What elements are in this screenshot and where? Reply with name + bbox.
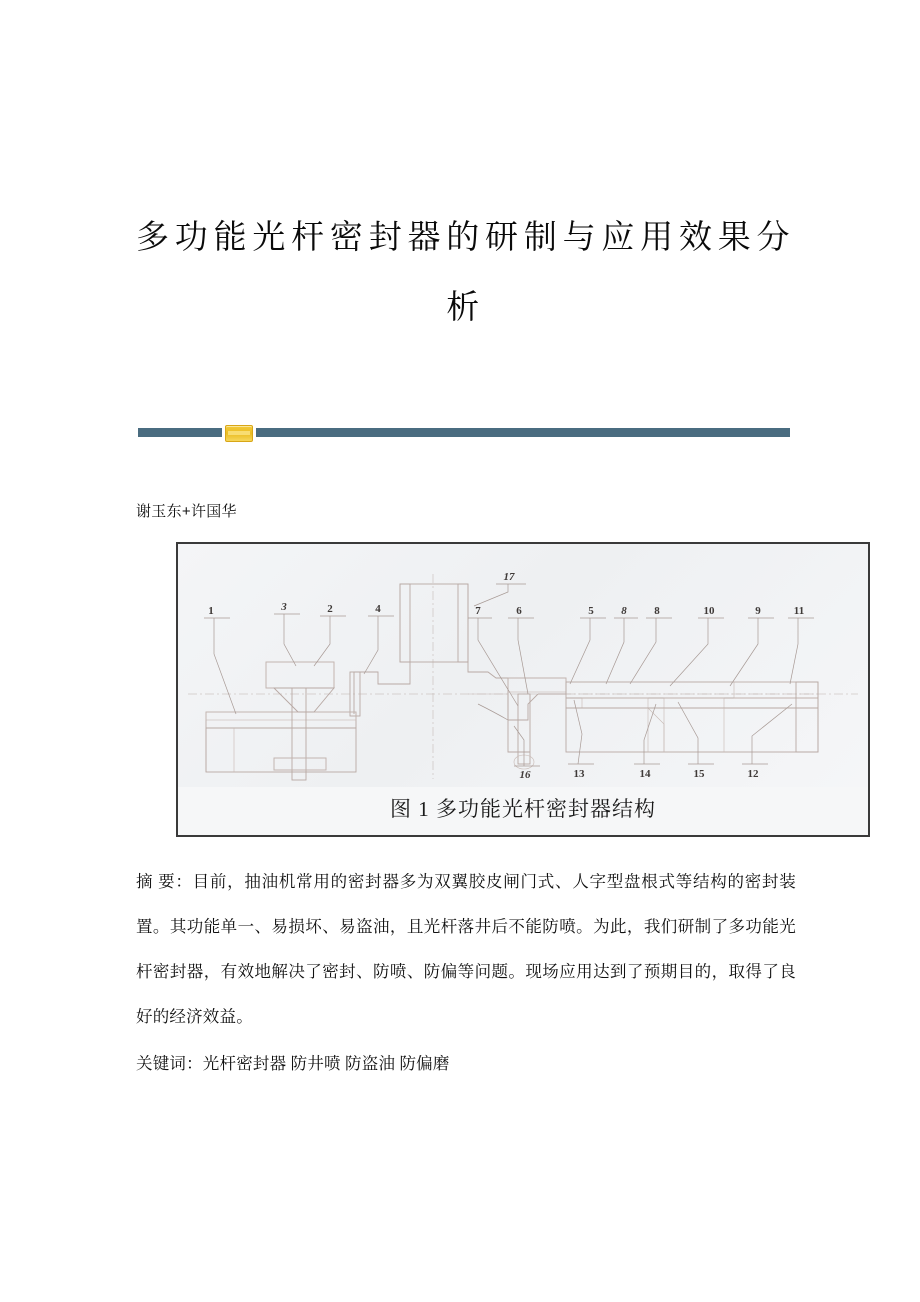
callout-label-17: 17 [503, 571, 515, 583]
section-divider [136, 422, 790, 438]
divider-gem-icon [225, 425, 253, 442]
keywords-line: 关键词：光杆密封器 防井喷 防盗油 防偏磨 [136, 1054, 450, 1073]
figure-1 [176, 542, 870, 837]
callout-label-15: 15 [693, 768, 705, 780]
leader-lines-bottom [514, 700, 792, 766]
callout-label-8b: 8 [654, 605, 660, 617]
callout-label-11: 11 [793, 605, 805, 617]
callout-ticks [204, 584, 814, 618]
divider-segment-right [256, 428, 790, 437]
callout-label-2: 2 [327, 603, 333, 615]
packing-stack [566, 682, 818, 752]
callout-label-6: 6 [516, 605, 522, 617]
page-title-main: 多功能光杆密封器的研制与应用效果分 [136, 220, 790, 256]
abstract-paragraph: 摘 要：目前，抽油机常用的密封器多为双翼胶皮闸门式、人字型盘根式等结构的密封装置。其功能单一、易损坏、易盗油，且光杆落井后不能防喷。为此，我们研制了多功能光杆密封器，有效地解决了密封、防喷、防偏等问题。现场应用达到了预期目的，取得了良好的经济效益。 [136, 872, 796, 1026]
callout-label-10: 10 [703, 605, 715, 617]
leader-lines-top [214, 584, 798, 714]
callout-label-7: 7 [475, 605, 481, 617]
callout-label-12: 12 [747, 768, 759, 780]
callout-label-8a: 8 [621, 605, 627, 617]
callout-label-3: 3 [281, 601, 287, 613]
callout-label-14: 14 [639, 768, 651, 780]
riser-body [350, 584, 508, 719]
page-title [136, 0, 790, 343]
callout-label-4: 4 [375, 603, 381, 615]
figure-caption: 图 1 多功能光杆密封器结构 [178, 787, 868, 835]
page-title-tail: 析 [446, 290, 480, 326]
left-clamp-assembly [206, 662, 356, 780]
cone-section [468, 678, 566, 769]
callout-ticks-bottom [514, 764, 768, 766]
divider-segment-left [138, 428, 222, 437]
callout-label-9: 9 [755, 605, 761, 617]
callout-label-16: 16 [519, 769, 531, 781]
seal-assembly-drawing [178, 544, 868, 787]
author-byline: 谢玉东+许国华 [136, 503, 237, 520]
callout-label-1: 1 [208, 605, 214, 617]
callout-label-5: 5 [588, 605, 594, 617]
figure-image [178, 544, 868, 787]
callout-label-13: 13 [573, 768, 585, 780]
